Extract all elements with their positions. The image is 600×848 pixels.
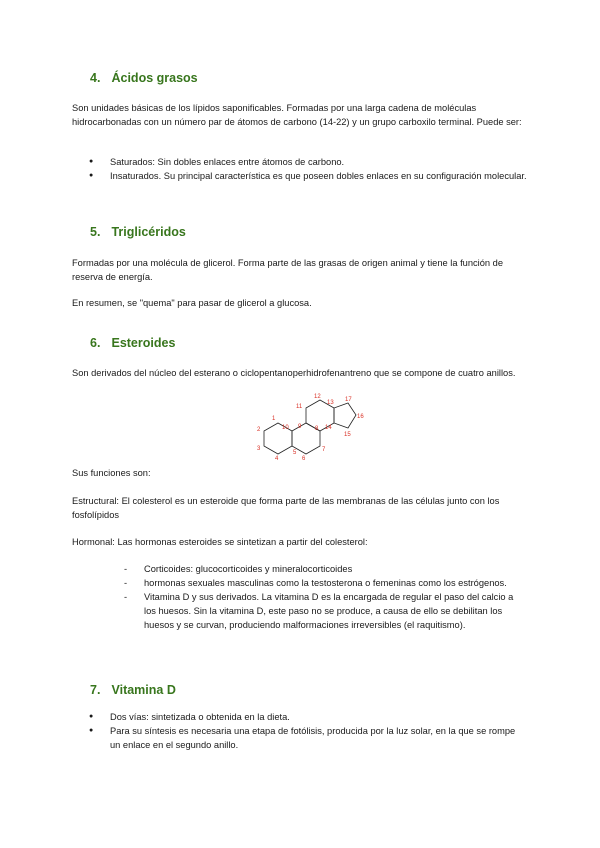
list-item: - Vitamina D y sus derivados. La vitamina D es la encargada de regular el paso del calcio a los huesos. Sin la vitamina D, este paso no se produce, a causa de ello se debilitan los huesos y se curvan, produciendo malformaciones irreversibles (el raquitismo). [124,590,514,632]
carbon-label: 8 [315,426,319,432]
bullet-list [72,710,528,752]
section-title: Triglicéridos [111,225,186,239]
section-number: 7. [90,683,101,697]
section-heading-vitamina-d [90,682,176,698]
section-heading-trigliceridos [90,224,186,240]
list-item: ● Dos vías: sintetizada o obtenida en la dieta. [72,710,528,724]
dash-list [124,562,514,632]
paragraph: Son unidades básicas de los lípidos saponificables. Formadas por una larga cadena de moléculas hidrocarbonadas con un número par de átomos de carbono (14-22) y un grupo carboxilo terminal. Puede ser: [72,103,522,127]
ring-skeleton [264,400,356,454]
paragraph: Sus funciones son: [72,468,151,478]
list-item: ● Para su síntesis es necesaria una etapa de fotólisis, producida por la luz solar, en la que se rompe un enlace en el segundo anillo. [72,724,528,752]
section-number: 4. [90,71,101,85]
carbon-label: 11 [296,404,303,410]
carbon-label: 1 [272,416,276,422]
list-item: ● Saturados: Sin dobles enlaces entre átomos de carbono. [72,155,528,169]
section-heading-esteroides [90,335,175,351]
section-title: Esteroides [111,336,176,350]
carbon-label: 4 [275,456,279,462]
carbon-label: 16 [357,414,364,420]
list-item: - Corticoides: glucocorticoides y mineralocorticoides [124,562,514,576]
section-number: 6. [90,336,101,350]
carbon-label: 12 [314,394,321,400]
carbon-label: 5 [293,450,297,456]
section-title: Ácidos grasos [111,71,198,85]
carbon-label: 3 [257,446,261,452]
paragraph: Son derivados del núcleo del esterano o ciclopentanoperhidrofenantreno que se compone de cuatro anillos. [72,368,516,378]
paragraph: En resumen, se "quema" para pasar de glicerol a glucosa. [72,298,312,308]
carbon-label: 15 [344,432,351,438]
carbon-label: 6 [302,456,306,462]
paragraph: Estructural: El colesterol es un esteroide que forma parte de las membranas de las células junto con los fosfolípidos [72,496,500,520]
steroid-nucleus-diagram [242,384,362,464]
section-title: Vitamina D [111,683,176,697]
bullet-list [72,155,528,183]
carbon-label: 10 [282,425,289,431]
section-number: 5. [90,225,101,239]
ring-d [334,403,356,428]
carbon-label: 9 [298,424,302,430]
section-heading-acidos-grasos [90,70,198,86]
list-item: - hormonas sexuales masculinas como la testosterona o femeninas como los estrógenos. [124,576,514,590]
carbon-label: 14 [325,425,332,431]
carbon-label: 2 [257,427,261,433]
carbon-label: 13 [327,400,334,406]
list-item: ● Insaturados. Su principal característica es que poseen dobles enlaces en su configuración molecular. [72,169,528,183]
paragraph: Hormonal: Las hormonas esteroides se sintetizan a partir del colesterol: [72,537,368,547]
carbon-label: 17 [345,397,352,403]
carbon-label: 7 [322,447,326,453]
paragraph: Formadas por una molécula de glicerol. Forma parte de las grasas de origen animal y tiene la función de reserva de energía. [72,258,503,282]
